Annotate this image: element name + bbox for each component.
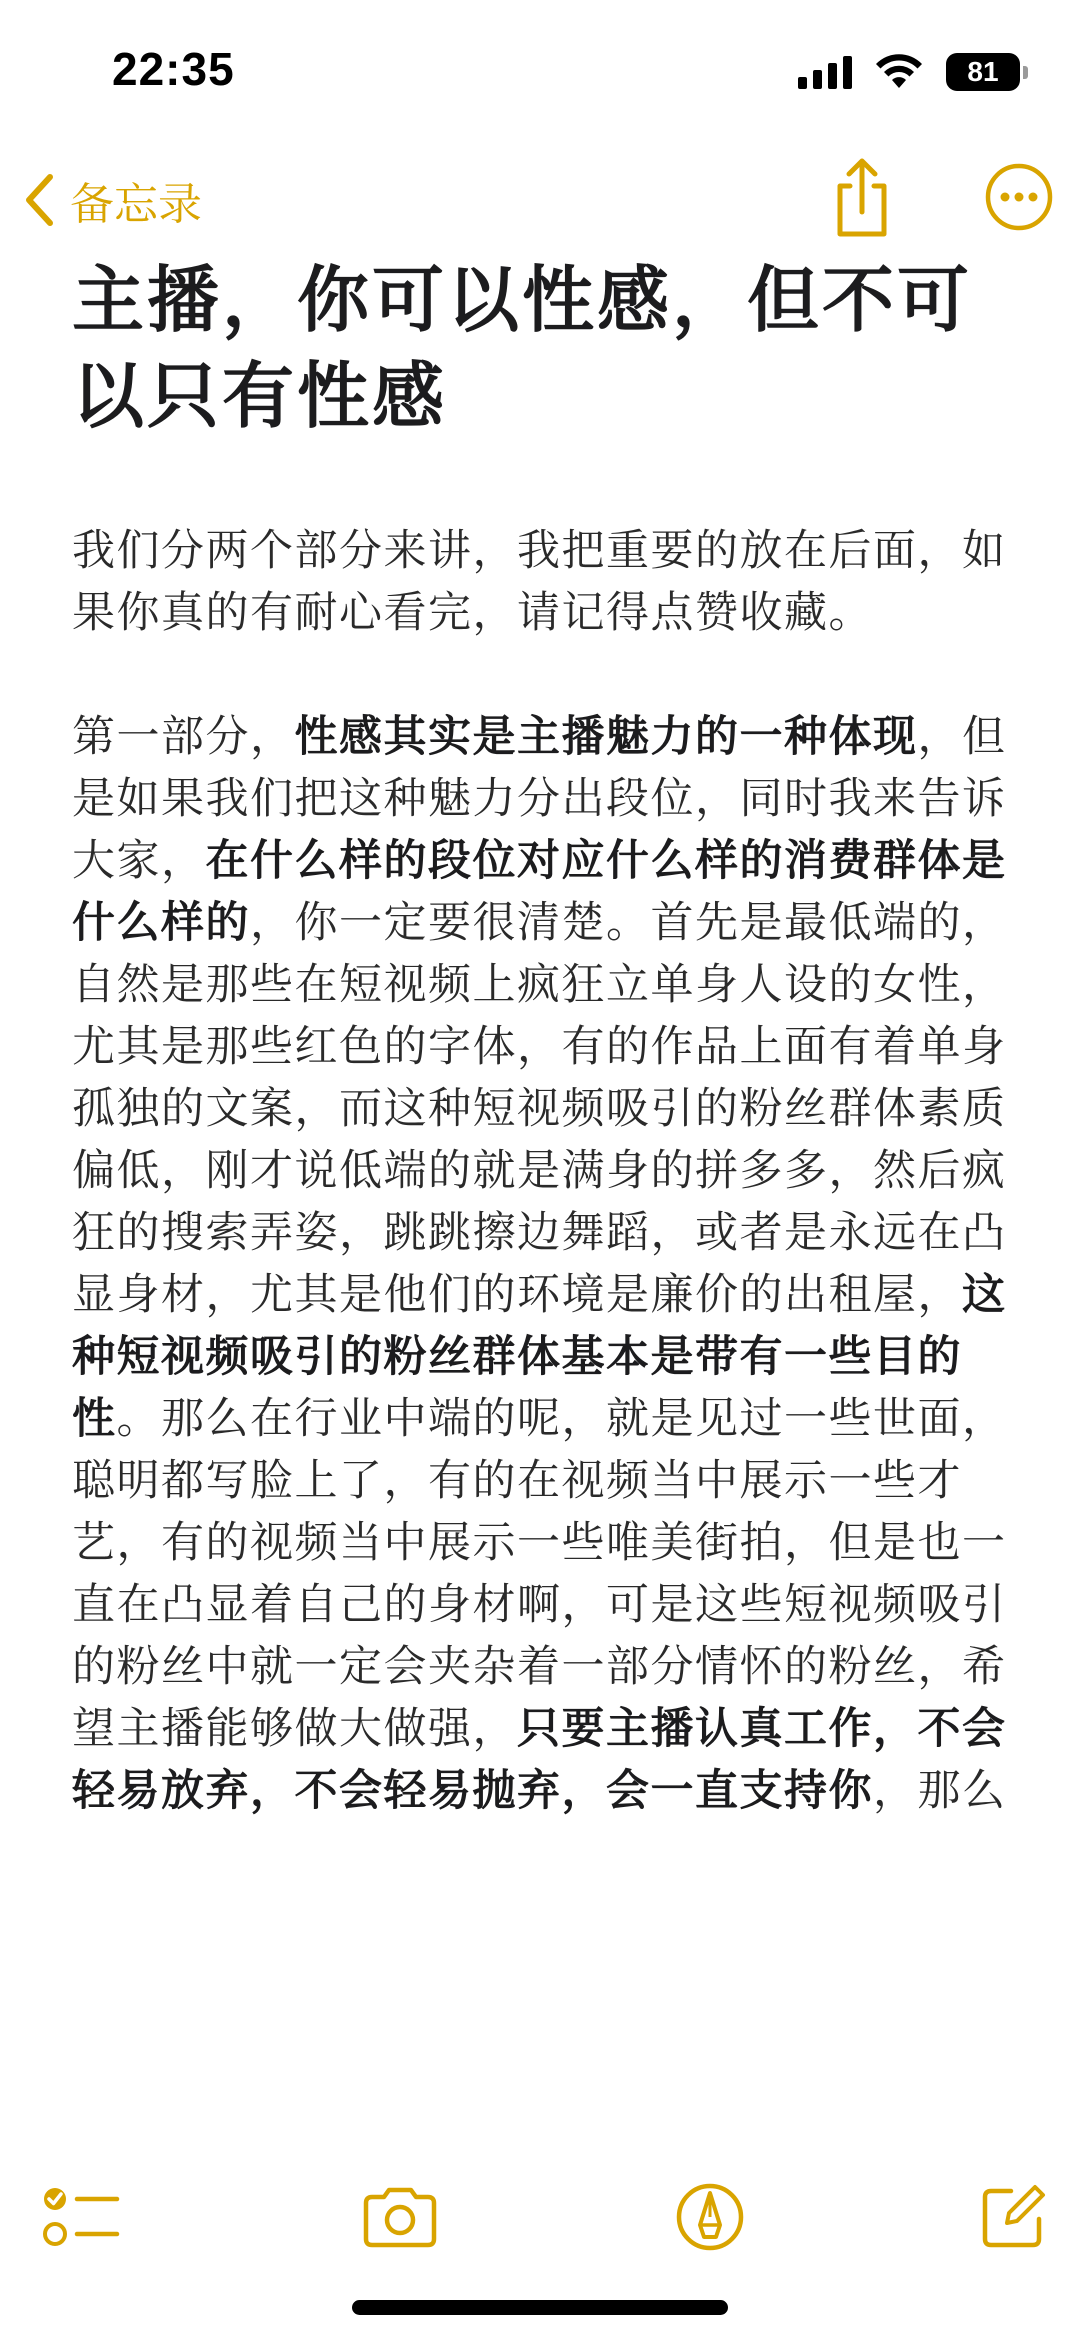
text-segment-bold: 这种短视频吸引的粉丝群体基本是带有一些目的性 [72,1270,1007,1444]
text-segment: 。那么在行业中端的呢，就是见过一些世面，聪明都写脸上了，有的在视频当中展示一些才艺，有的视频当中展示一些唯美街拍，但是也一直在凸显着自己的身材啊，可是这些短视频吸引的粉丝中就一定会夹杂着一部分情怀的粉丝，希望主播能够做大做强， [72,1394,1007,1754]
nav-bar [0,150,1080,250]
more-button[interactable] [984,162,1054,232]
battery-icon [946,53,1020,91]
text-segment: 第一部分， [72,712,295,762]
note-part1 [72,706,1022,1822]
share-button[interactable] [822,156,902,242]
checklist-button[interactable] [38,2177,124,2257]
compose-button[interactable] [970,2177,1056,2257]
status-bar [0,0,1080,150]
battery-level: 81 [967,56,999,87]
note-title: 主播，你可以性感，但不可以只有性感 [72,258,973,438]
text-segment-bold: 在什么样的段位对应什么样的消费群体是什么样的 [72,836,1007,948]
compose-icon [977,2181,1049,2253]
signal-icon [798,55,852,89]
share-icon [822,156,902,242]
text-segment: ，你一定要很清楚。首先是最低端的，自然是那些在短视频上疯狂立单身人设的女性，尤其是那些红色的字体，有的作品上面有着单身孤独的文案，而这种短视频吸引的粉丝群体素质偏低，刚才说低端的就是满身的拼多多，然后疯狂的搜索弄姿，跳跳擦边舞蹈，或者是永远在凸显身材，尤其是他们的环境是廉价的出租屋， [72,898,1007,1320]
markup-icon [674,2181,746,2253]
text-segment-bold: 只要主播认真工作，不会轻易放弃，不会轻易抛弃，会一直支持你 [72,1704,1007,1816]
back-label: 备忘录 [70,179,202,230]
markup-button[interactable] [667,2177,753,2257]
status-time: 22:35 [112,43,235,95]
camera-button[interactable] [357,2177,443,2257]
chevron-left-icon [22,172,56,228]
note-intro: 我们分两个部分来讲，我把重要的放在后面，如果你真的有耐心看完，请记得点赞收藏。 [72,526,1007,638]
camera-icon [360,2185,440,2249]
more-icon [984,162,1054,232]
home-indicator[interactable] [352,2300,728,2315]
status-icons [798,50,1020,94]
text-segment: ，那么 [873,1766,1007,1816]
wifi-icon [874,53,924,91]
text-segment-bold: 性感其实是主播魅力的一种体现 [294,712,918,762]
note-content[interactable] [72,252,1022,2137]
checklist-icon [41,2182,121,2252]
text-segment: ，但是如果我们把这种魅力分出段位，同时我来告诉大家， [72,712,1007,886]
back-button[interactable] [22,160,202,240]
